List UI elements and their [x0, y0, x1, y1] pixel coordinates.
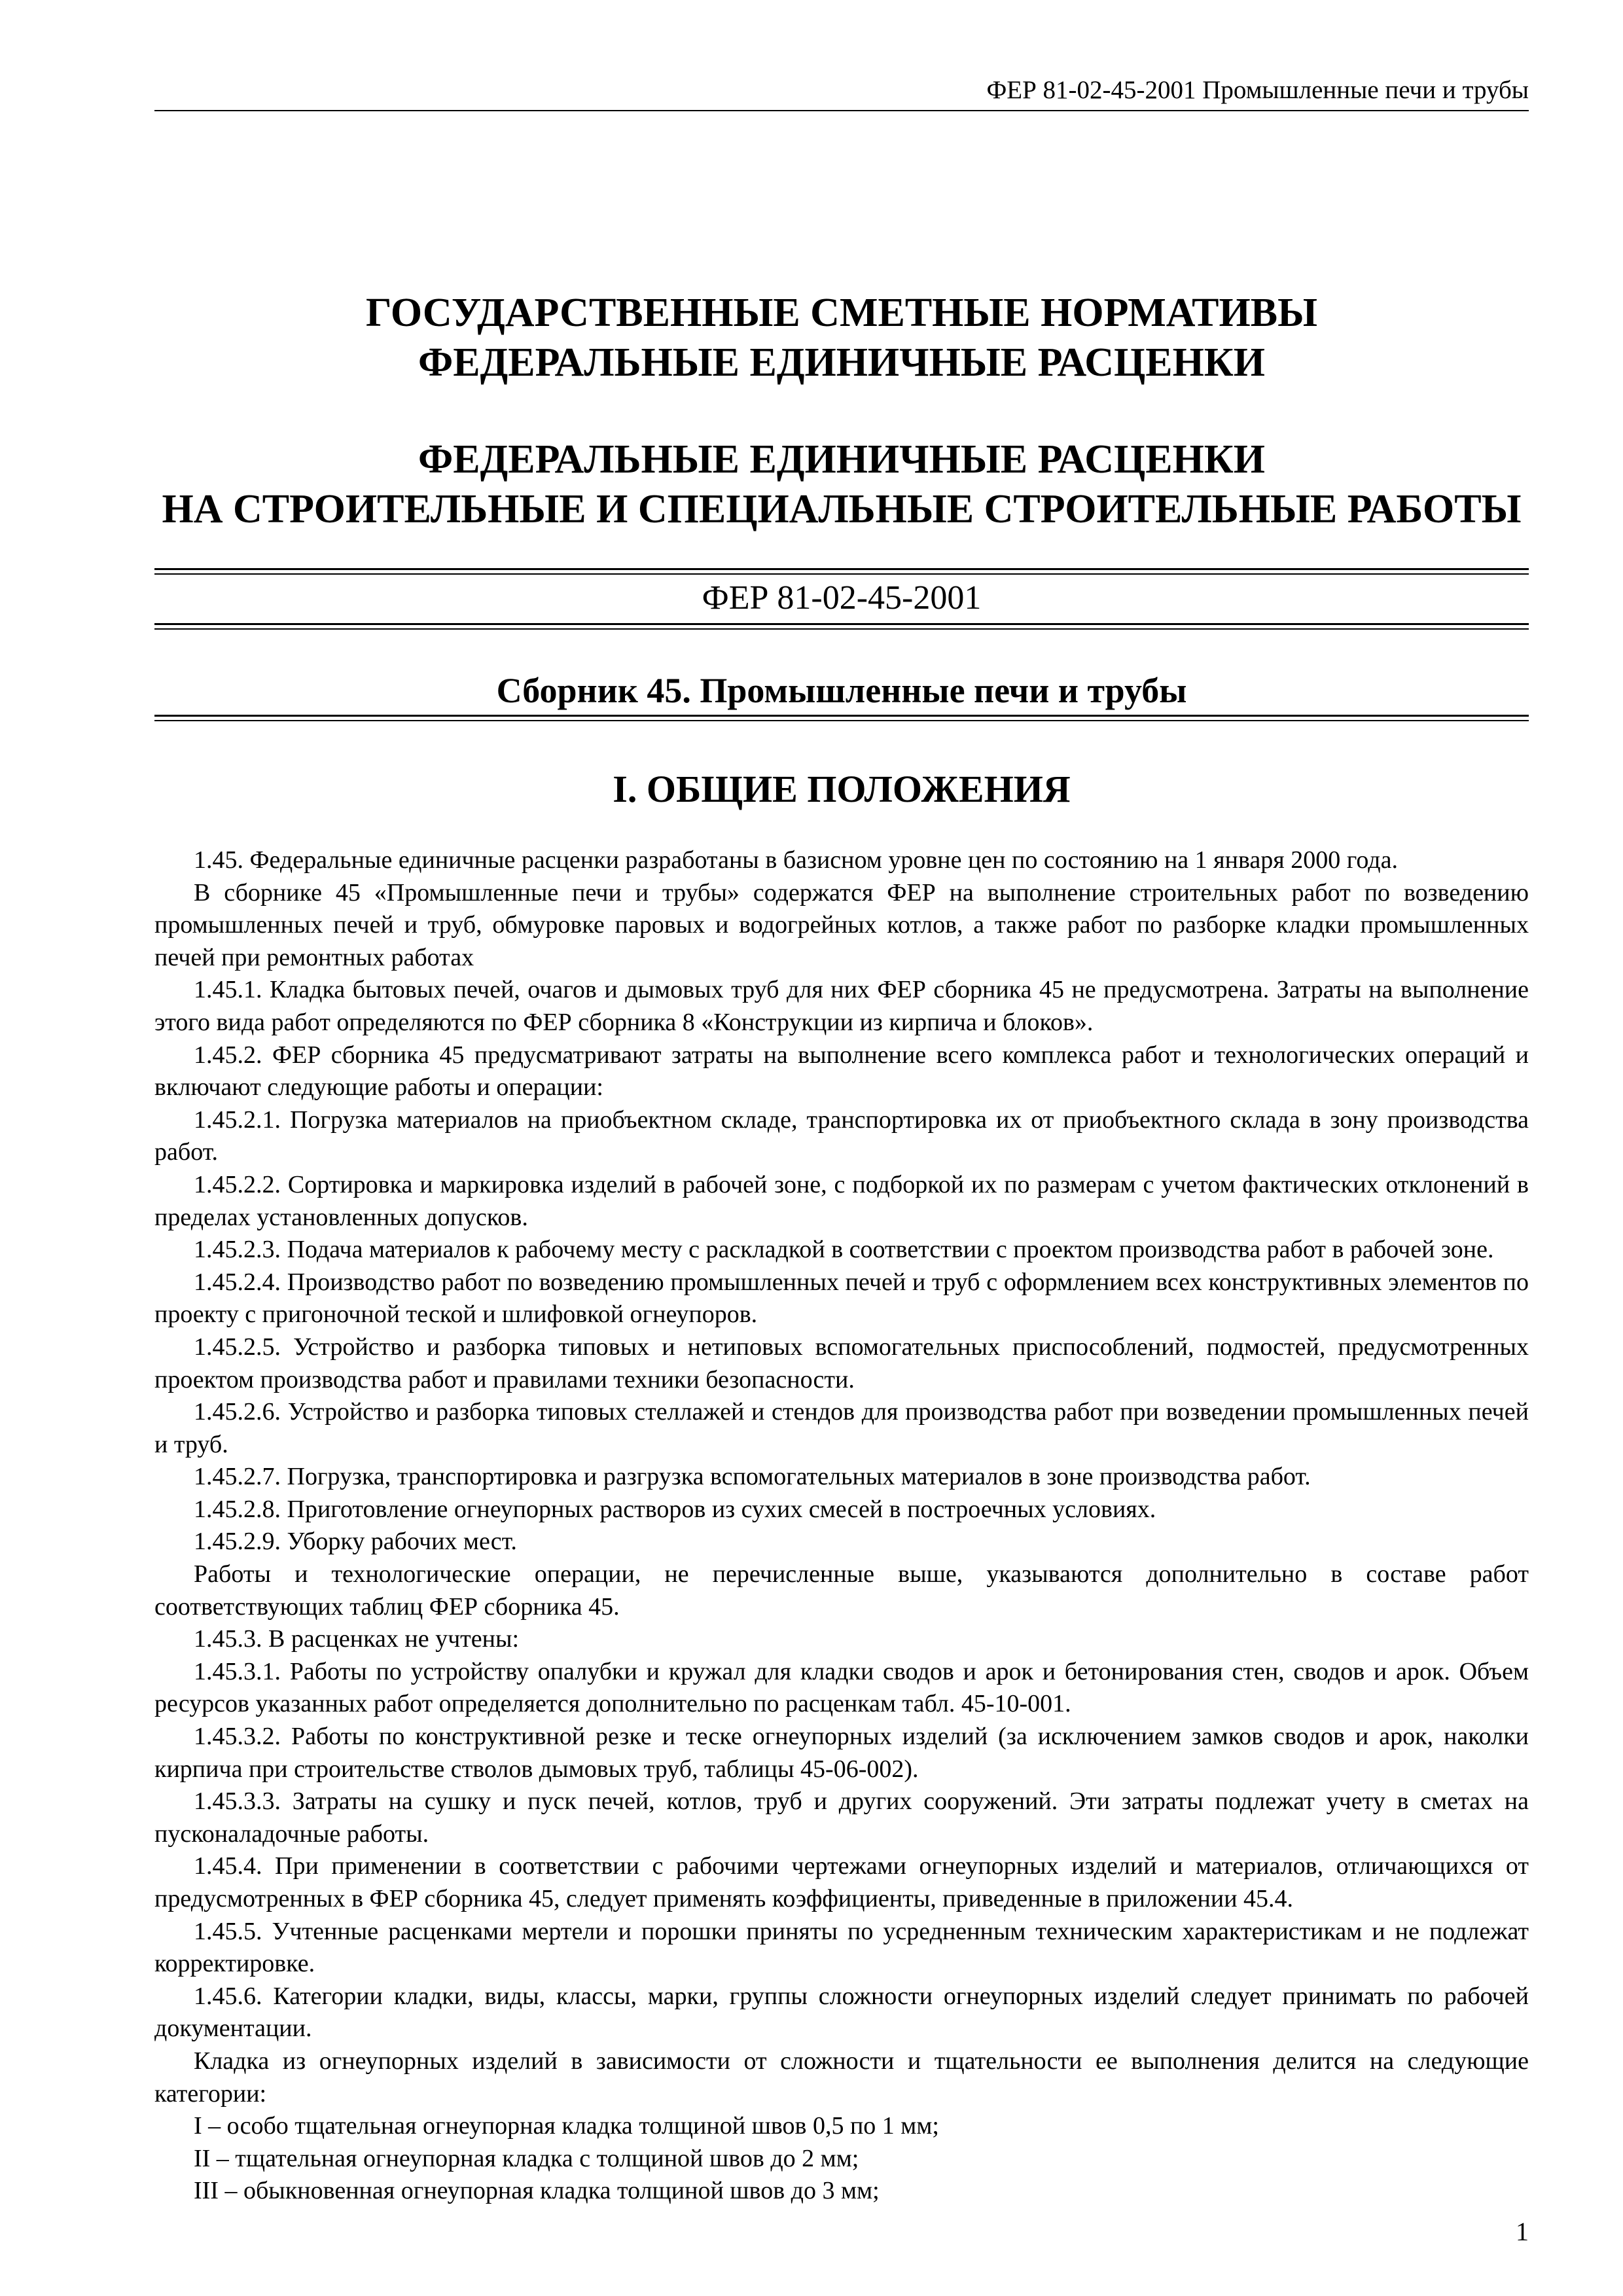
paragraph: 1.45.2. ФЕР сборника 45 предусматривают затраты на выполнение всего комплекса работ и технологических операций и включают следующие работы и операции:	[154, 1041, 1529, 1102]
paragraph: 1.45.2.8. Приготовление огнеупорных растворов из сухих смесей в построечных условиях.	[194, 1495, 1156, 1523]
paragraph: 1.45.6. Категории кладки, виды, классы, марки, группы сложности огнеупорных изделий следует принимать по рабочей документации.	[154, 1982, 1529, 2043]
paragraph: 1.45.2.4. Производство работ по возведению промышленных печей и труб с оформлением всех конструктивных элементов по проекту с пригоночной теской и шлифовкой огнеупоров.	[154, 1268, 1529, 1329]
subtitle-line-1: ФЕДЕРАЛЬНЫЕ ЕДИНИЧНЫЕ РАСЦЕНКИ	[418, 437, 1265, 482]
paragraph: 1.45.2.5. Устройство и разборка типовых и нетиповых вспомогательных приспособлений, подмостей, предусмотренных проектом производства работ и правилами техники безопасности.	[154, 1333, 1529, 1393]
collection-title: Сборник 45. Промышленные печи и трубы	[496, 671, 1187, 710]
paragraph: III – обыкновенная огнеупорная кладка толщиной швов до 3 мм;	[194, 2177, 880, 2205]
paragraph: 1.45.3.2. Работы по конструктивной резке и теске огнеупорных изделий (за исключением замков сводов и арок, наколки кирпича при строительстве стволов дымовых труб, таблицы 45-06-002).	[154, 1723, 1529, 1783]
double-rule-divider	[154, 715, 1529, 721]
page-number: 1	[1516, 2217, 1529, 2246]
paragraph: I – особо тщательная огнеупорная кладка толщиной швов 0,5 по 1 мм;	[194, 2112, 939, 2140]
body-text	[154, 844, 1529, 2208]
paragraph: Кладка из огнеупорных изделий в зависимости от сложности и тщательности ее выполнения делится на следующие категории:	[154, 2047, 1529, 2108]
main-title-line-2: ФЕДЕРАЛЬНЫЕ ЕДИНИЧНЫЕ РАСЦЕНКИ	[418, 340, 1265, 385]
paragraph: 1.45.2.6. Устройство и разборка типовых стеллажей и стендов для производства работ при возведении промышленных печей и труб.	[154, 1398, 1529, 1458]
paragraph: 1.45.2.3. Подача материалов к рабочему месту с раскладкой в соответствии с проектом производства работ в рабочей зоне.	[194, 1236, 1494, 1264]
paragraph: 1.45.2.9. Уборку рабочих мест.	[194, 1528, 517, 1556]
paragraph: Работы и технологические операции, не перечисленные выше, указываются дополнительно в составе работ соответствующих таблиц ФЕР сборника 45.	[154, 1560, 1529, 1621]
section-title: I. ОБЩИЕ ПОЛОЖЕНИЯ	[613, 768, 1071, 810]
paragraph: II – тщательная огнеупорная кладка с толщиной швов до 2 мм;	[194, 2144, 859, 2172]
main-title-line-1: ГОСУДАРСТВЕННЫЕ СМЕТНЫЕ НОРМАТИВЫ	[366, 291, 1317, 335]
paragraph: 1.45.2.7. Погрузка, транспортировка и разгрузка вспомогательных материалов в зоне производства работ.	[194, 1463, 1311, 1491]
subtitle-line-2: НА СТРОИТЕЛЬНЫЕ И СПЕЦИАЛЬНЫЕ СТРОИТЕЛЬНЫЕ РАБОТЫ	[162, 487, 1522, 531]
paragraph: 1.45.5. Учтенные расценками мертели и порошки приняты по усредненным техническим характеристикам и не подлежат корректировке.	[154, 1917, 1529, 1978]
paragraph: 1.45.3.3. Затраты на сушку и пуск печей, котлов, труб и других сооружений. Эти затраты подлежат учету в сметах на пусконаладочные работы.	[154, 1787, 1529, 1848]
paragraph: 1.45.2.1. Погрузка материалов на приобъектном складе, транспортировка их от приобъектного склада в зону производства работ.	[154, 1105, 1529, 1166]
running-header: ФЕР 81-02-45-2001 Промышленные печи и трубы	[154, 72, 1529, 111]
paragraph: 1.45.2.2. Сортировка и маркировка изделий в рабочей зоне, с подборкой их по размерам с учетом фактических отклонений в пределах установленных допусков.	[154, 1170, 1529, 1231]
paragraph: 1.45.4. При применении в соответствии с рабочими чертежами огнеупорных изделий и материалов, отличающихся от предусмотренных в ФЕР сборника 45, следует применять коэффициенты, приведенные в приложении 45.4.	[154, 1852, 1529, 1912]
paragraph: 1.45.1. Кладка бытовых печей, очагов и дымовых труб для них ФЕР сборника 45 не предусмотрена. Затраты на выполнение этого вида работ определяются по ФЕР сборника 8 «Конструкции из кирпича и блоков».	[154, 976, 1529, 1036]
paragraph: 1.45.3. В расценках не учтены:	[194, 1625, 520, 1653]
paragraph: 1.45. Федеральные единичные расценки разработаны в базисном уровне цен по состоянию на 1 января 2000 года.	[194, 846, 1398, 874]
paragraph: 1.45.3.1. Работы по устройству опалубки и кружал для кладки сводов и арок и бетонирования стен, сводов и арок. Объем ресурсов указанных работ определяется дополнительно по расценкам табл. 45-10-001.	[154, 1657, 1529, 1718]
double-rule-divider	[154, 623, 1529, 630]
paragraph: В сборнике 45 «Промышленные печи и трубы» содержатся ФЕР на выполнение строительных работ по возведению промышленных печей и труб, обмуровке паровых и водогрейных котлов, а также работ по разборке кладки промышленных печей при ремонтных работах	[154, 878, 1529, 971]
document-code: ФЕР 81-02-45-2001	[702, 579, 982, 617]
